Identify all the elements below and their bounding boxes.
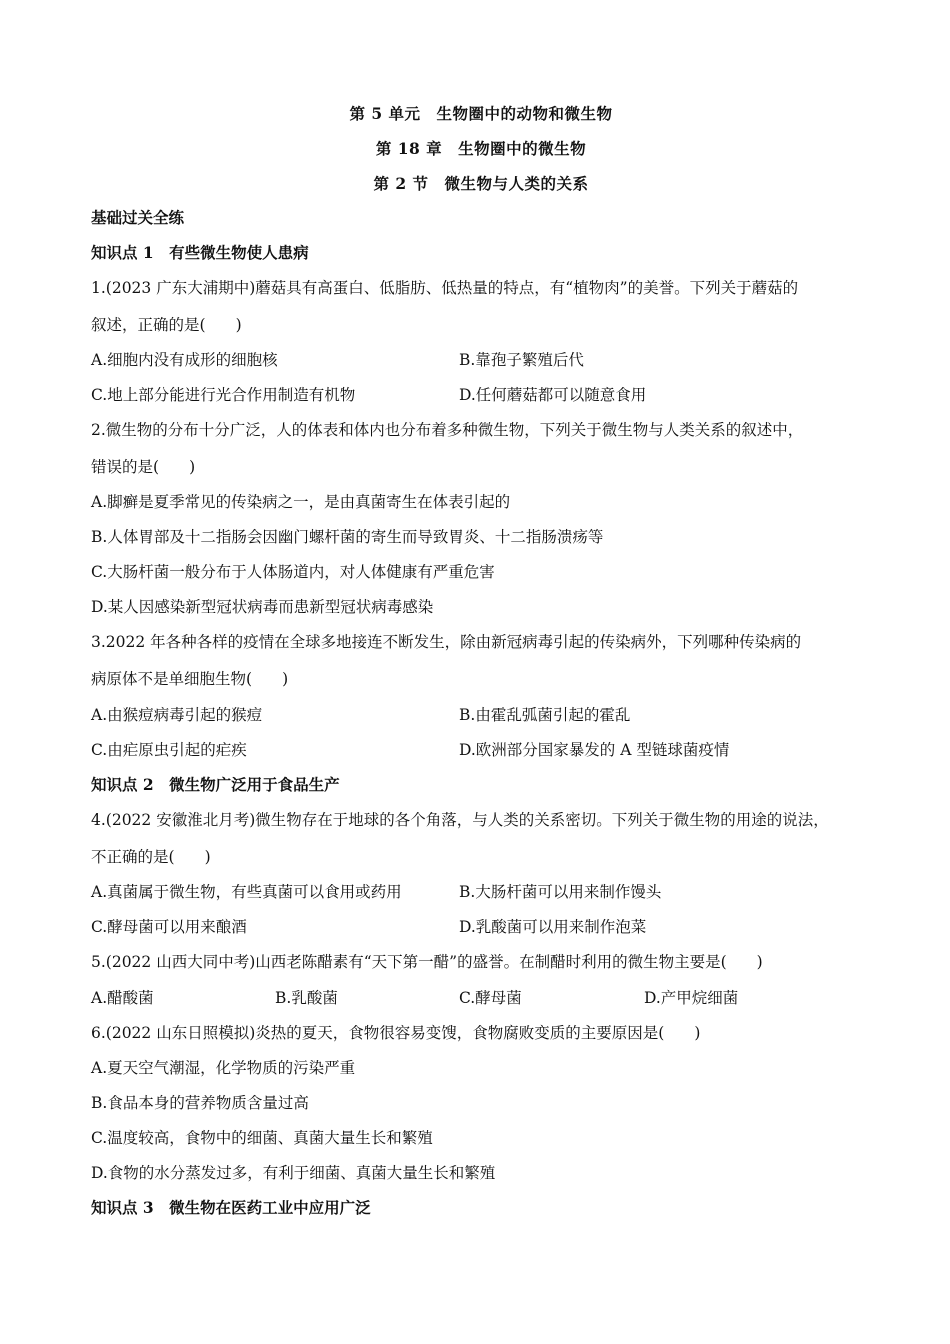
question-4-stem-line2: 不正确的是( <box>91 848 175 866</box>
question-5-option-d: D.产甲烷细菌 <box>644 989 739 1007</box>
question-2-stem-cont <box>91 457 195 477</box>
question-3-stem-line2: 病原体不是单细胞生物( <box>91 670 253 688</box>
question-2-stem-line2: 错误的是( <box>91 458 160 476</box>
question-2-stem: 2.微生物的分布十分广泛，人的体表和体内也分布着多种微生物，下列关于微生物与人类关系的叙述中， <box>91 421 804 439</box>
question-1-stem-cont <box>91 315 242 335</box>
question-2-option-a: A.脚癣是夏季常见的传染病之一，是由真菌寄生在体表引起的 <box>91 493 511 511</box>
section-heading: 第 2 节 微生物与人类的关系 <box>373 174 589 193</box>
question-6-option-a: A.夏天空气潮湿，化学物质的污染严重 <box>91 1059 356 1077</box>
question-3-option-a: A.由猴痘病毒引起的猴痘 <box>91 706 263 724</box>
question-2-paren-close: ) <box>189 458 196 476</box>
question-6-stem-text: 6.(2022 山东日照模拟)炎热的夏天，食物很容易变馊，食物腐败变质的主要原因是( <box>91 1024 665 1042</box>
question-6-paren-close: ) <box>694 1024 701 1042</box>
question-4-stem-cont <box>91 847 211 867</box>
knowledge-point-2: 知识点 2 微生物广泛用于食品生产 <box>91 775 340 794</box>
question-5-option-b: B.乳酸菌 <box>275 989 338 1007</box>
question-4-option-b: B.大肠杆菌可以用来制作馒头 <box>459 883 662 901</box>
question-6-option-b: B.食品本身的营养物质含量过高 <box>91 1094 309 1112</box>
question-2-option-b: B.人体胃部及十二指肠会因幽门螺杆菌的寄生而导致胃炎、十二指肠溃疡等 <box>91 528 604 546</box>
question-1-stem: 1.(2023 广东大浦期中)蘑菇具有高蛋白、低脂肪、低热量的特点，有“植物肉”的美誉。下列关于蘑菇的 <box>91 279 799 297</box>
question-6-stem <box>91 1023 700 1043</box>
question-1-option-d: D.任何蘑菇都可以随意食用 <box>459 386 647 404</box>
question-1-paren-close: ) <box>235 316 242 334</box>
question-5-option-c: C.酵母菌 <box>459 989 522 1007</box>
knowledge-point-3: 知识点 3 微生物在医药工业中应用广泛 <box>91 1198 371 1217</box>
chapter-heading: 第 18 章 生物圈中的微生物 <box>375 139 587 158</box>
question-4-stem: 4.(2022 安徽淮北月考)微生物存在于地球的各个角落，与人类的关系密切。下列关于微生物的用途的说法， <box>91 811 829 829</box>
question-3-option-b: B.由霍乱弧菌引起的霍乱 <box>459 706 631 724</box>
question-1-stem-line2: 叙述，正确的是( <box>91 316 206 334</box>
question-5-stem <box>91 952 763 972</box>
knowledge-point-1: 知识点 1 有些微生物使人患病 <box>91 243 309 262</box>
question-6-option-d: D.食物的水分蒸发过多，有利于细菌、真菌大量生长和繁殖 <box>91 1164 496 1182</box>
question-3-option-c: C.由疟原虫引起的疟疾 <box>91 741 247 759</box>
question-3-option-d: D.欧洲部分国家暴发的 A 型链球菌疫情 <box>459 741 730 759</box>
question-6-option-c: C.温度较高，食物中的细菌、真菌大量生长和繁殖 <box>91 1129 433 1147</box>
question-3-stem: 3.2022 年各种各样的疫情在全球多地接连不断发生，除由新冠病毒引起的传染病外，下列哪种传染病的 <box>91 633 802 651</box>
question-3-stem-cont <box>91 669 288 689</box>
question-1-option-a: A.细胞内没有成形的细胞核 <box>91 351 278 369</box>
question-4-paren-close: ) <box>204 848 211 866</box>
question-5-paren-close: ) <box>756 953 763 971</box>
question-2-option-d: D.某人因感染新型冠状病毒而患新型冠状病毒感染 <box>91 598 434 616</box>
question-5-stem-text: 5.(2022 山西大同中考)山西老陈醋素有“天下第一醋”的盛誉。在制醋时利用的微生物主要是( <box>91 953 727 971</box>
unit-heading: 第 5 单元 生物圈中的动物和微生物 <box>349 104 613 123</box>
question-4-option-a: A.真菌属于微生物，有些真菌可以食用或药用 <box>91 883 402 901</box>
question-2-option-c: C.大肠杆菌一般分布于人体肠道内，对人体健康有严重危害 <box>91 563 495 581</box>
question-4-option-d: D.乳酸菌可以用来制作泡菜 <box>459 918 647 936</box>
practice-heading: 基础过关全练 <box>91 208 185 227</box>
question-3-paren-close: ) <box>282 670 289 688</box>
question-1-option-b: B.靠孢子繁殖后代 <box>459 351 584 369</box>
question-4-option-c: C.酵母菌可以用来酿酒 <box>91 918 247 936</box>
question-5-option-a: A.醋酸菌 <box>91 989 154 1007</box>
question-1-option-c: C.地上部分能进行光合作用制造有机物 <box>91 386 356 404</box>
